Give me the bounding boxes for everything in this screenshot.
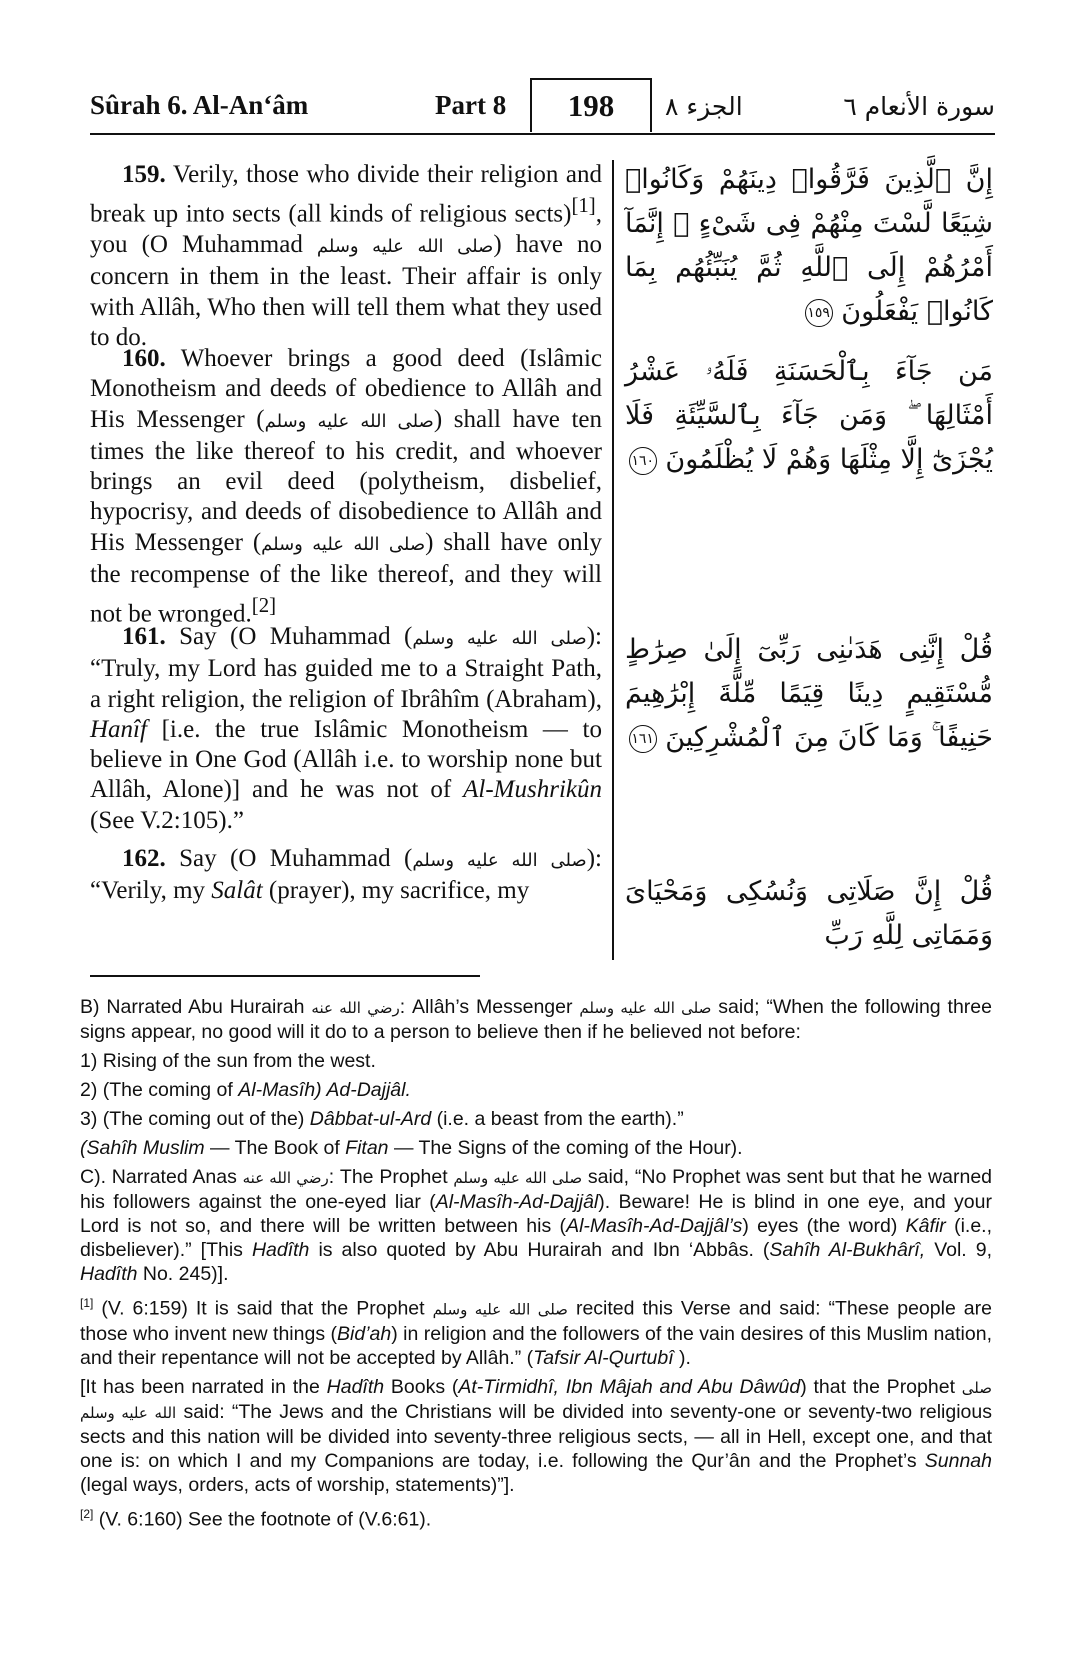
footnotes (80, 995, 992, 1536)
verse-160-arabic: مَن جَآءَ بِٱلْحَسَنَةِ فَلَهُۥ عَشْرُ أَمْثَالِهَا ۖ وَمَن جَآءَ بِٱلسَّيِّئَةِ فَلَا يُجْزَىٰٓ إِلَّا مِثْلَهَا وَهُمْ لَا يُظْلَمُونَ ١٦٠ (625, 356, 993, 475)
footnote-2: [2] (V. 6:160) See the footnote of (V.6:61). (80, 1506, 432, 1530)
footnote-b-item-1: 1) Rising of the sun from the west. (80, 1050, 376, 1072)
surah-title-ar: سورة الأنعام ٦ (843, 92, 995, 121)
verse-162-arabic: قُلْ إِنَّ صَلَاتِى وَنُسُكِى وَمَحْيَاىَ وَمَمَاتِى لِلَّهِ رَبِّ (625, 876, 993, 951)
footnote-1-continued: [It has been narrated in the Hadîth Books (At-Tirmidhî, Ibn Mâjah and Abu Dâwûd) that the Prophet صلى الله عليه وسلم said: “The Jews and the Christians will be divided into seventy-one or seventy-two religious sects and this nation will be divided into seventy-three religious sects, — all in Hell, except one, and that one is: on which I and my Companions are today, i.e. following the Qur’ân and the Prophet’s Sunnah (legal ways, orders, acts of worship, statements)”]. (80, 1375, 992, 1496)
surah-title-en: Sûrah 6. Al-An‘âm (90, 90, 309, 120)
ayah-end-marker: ١٦١ (629, 725, 657, 753)
footnote-ref: [2] (251, 593, 277, 618)
footnote-b-source: (Sahîh Muslim — The Book of Fitan — The Signs of the coming of the Hour). (80, 1137, 743, 1159)
verse-number: 159. (122, 161, 166, 188)
ayah-end-marker: ١٦٠ (629, 447, 657, 475)
salutation-text: صلى الله عليه وسلم (412, 628, 587, 649)
part-label: Part 8 (435, 90, 507, 120)
verse-160-translation: 160. Whoever brings a good deed (Islâmic Monotheism and deeds of obedience to Allâh and His Messenger (صلى الله عليه وسلم) shall have ten times the like thereof to his credit, and whoever brings an evil deed (polytheism, disbelief, hypocrisy, and deeds of disobedience to Allâh and His Messenger (صلى الله عليه وسلم) shall have only the recompense of the like thereof, and they will not be wronged.[2] (90, 345, 603, 628)
verse-number: 162. (122, 845, 166, 872)
footnote-b-item-3: 3) (The coming out of the) Dâbbat-ul-Ard (i.e. a beast from the earth).” (80, 1108, 684, 1130)
salutation-text: صلى الله عليه وسلم (412, 850, 587, 871)
verse-161-arabic: قُلْ إِنَّنِى هَدَىٰنِى رَبِّىٓ إِلَىٰ صِرَٰطٍ مُّسْتَقِيمٍ دِينًا قِيَمًا مِّلَّةَ إِبْرَٰهِيمَ حَنِيفًا ۚ وَمَا كَانَ مِنَ ٱلْمُشْرِكِينَ ١٦١ (625, 634, 993, 753)
verse-159-arabic: إِنَّ ٱلَّذِينَ فَرَّقُوا۟ دِينَهُمْ وَكَانُوا۟ شِيَعًا لَّسْتَ مِنْهُمْ فِى شَىْءٍ ۚ إِنَّمَآ أَمْرُهُمْ إِلَى ٱللَّهِ ثُمَّ يُنَبِّئُهُم بِمَا كَانُوا۟ يَفْعَلُونَ ١٥٩ (625, 164, 993, 327)
salutation-text: صلى الله عليه وسلم (261, 533, 426, 555)
footnote-b-item-2: 2) (The coming of Al-Masîh) Ad-Dajjâl. (80, 1079, 411, 1101)
ayah-end-marker: ١٥٩ (805, 299, 833, 327)
column-divider (612, 160, 614, 960)
verse-number: 160. (122, 345, 166, 372)
salutation-text: صلى الله عليه وسلم (264, 410, 434, 432)
page-header (90, 78, 995, 134)
footnote-ref: [1] (571, 193, 596, 218)
footnote-rule (90, 975, 480, 977)
page-number: 198 (530, 78, 652, 132)
footnote-1: [1] (V. 6:159) It is said that the Prophet صلى الله عليه وسلم recited this Verse and said: “These people are those who invent new things (Bid’ah) in religion and the followers of the vain desires of this Muslim nation, and their repentance will not be accepted by Allâh.” (Tafsir Al-Qurtubî ). (80, 1296, 992, 1369)
footnote-c: C). Narrated Anas رضي الله عنه: The Prophet صلى الله عليه وسلم said, “No Prophet was sent but that he warned his followers against the one-eyed liar (Al-Masîh-Ad-Dajjâl). Beware! He is blind in one eye, and your Lord is not so, and there will be written between his (Al-Masîh-Ad-Dajjâl’s) eyes (the word) Kâfir (i.e., disbeliever).” [This Hadîth is also quoted by Abu Hurairah and Ibn ‘Abbâs. (Sahîh Al-Bukhârî, Vol. 9, Hadîth No. 245)]. (80, 1166, 993, 1285)
header-rule (90, 133, 995, 135)
juz-label-ar: الجزء ٨ (665, 92, 743, 121)
footnote-b: B) Narrated Abu Hurairah رضي الله عنه: Allâh’s Messenger صلى الله عليه وسلم said; “When the following three signs appear, no good will it do to a person to believe then if he believed not before: (80, 996, 992, 1043)
verse-161-translation: 161. Say (O Muhammad (صلى الله عليه وسلم): “Truly, my Lord has guided me to a Straight Path, a right religion, the religion of Ibrâhîm (Abraham), Hanîf [i.e. the true Islâmic Monotheism — to believe in One God (Allâh i.e. to worship none but Allâh, Alone)] and he was not of Al-Mushrikûn (See V.2:105).” (90, 623, 602, 834)
verse-159-translation: 159. Verily, those who divide their religion and break up into sects (all kinds of religious sects)[1], you (O Muhammad صلى الله عليه وسلم) have no concern in them in the least. Their affair is only with Allâh, Who then will tell them what they used to do. (90, 161, 602, 351)
verse-number: 161. (122, 623, 166, 650)
salutation-text: صلى الله عليه وسلم (316, 235, 494, 257)
verse-162-translation: 162. Say (O Muhammad (صلى الله عليه وسلم): “Verily, my Salât (prayer), my sacrifice, my (90, 845, 602, 905)
